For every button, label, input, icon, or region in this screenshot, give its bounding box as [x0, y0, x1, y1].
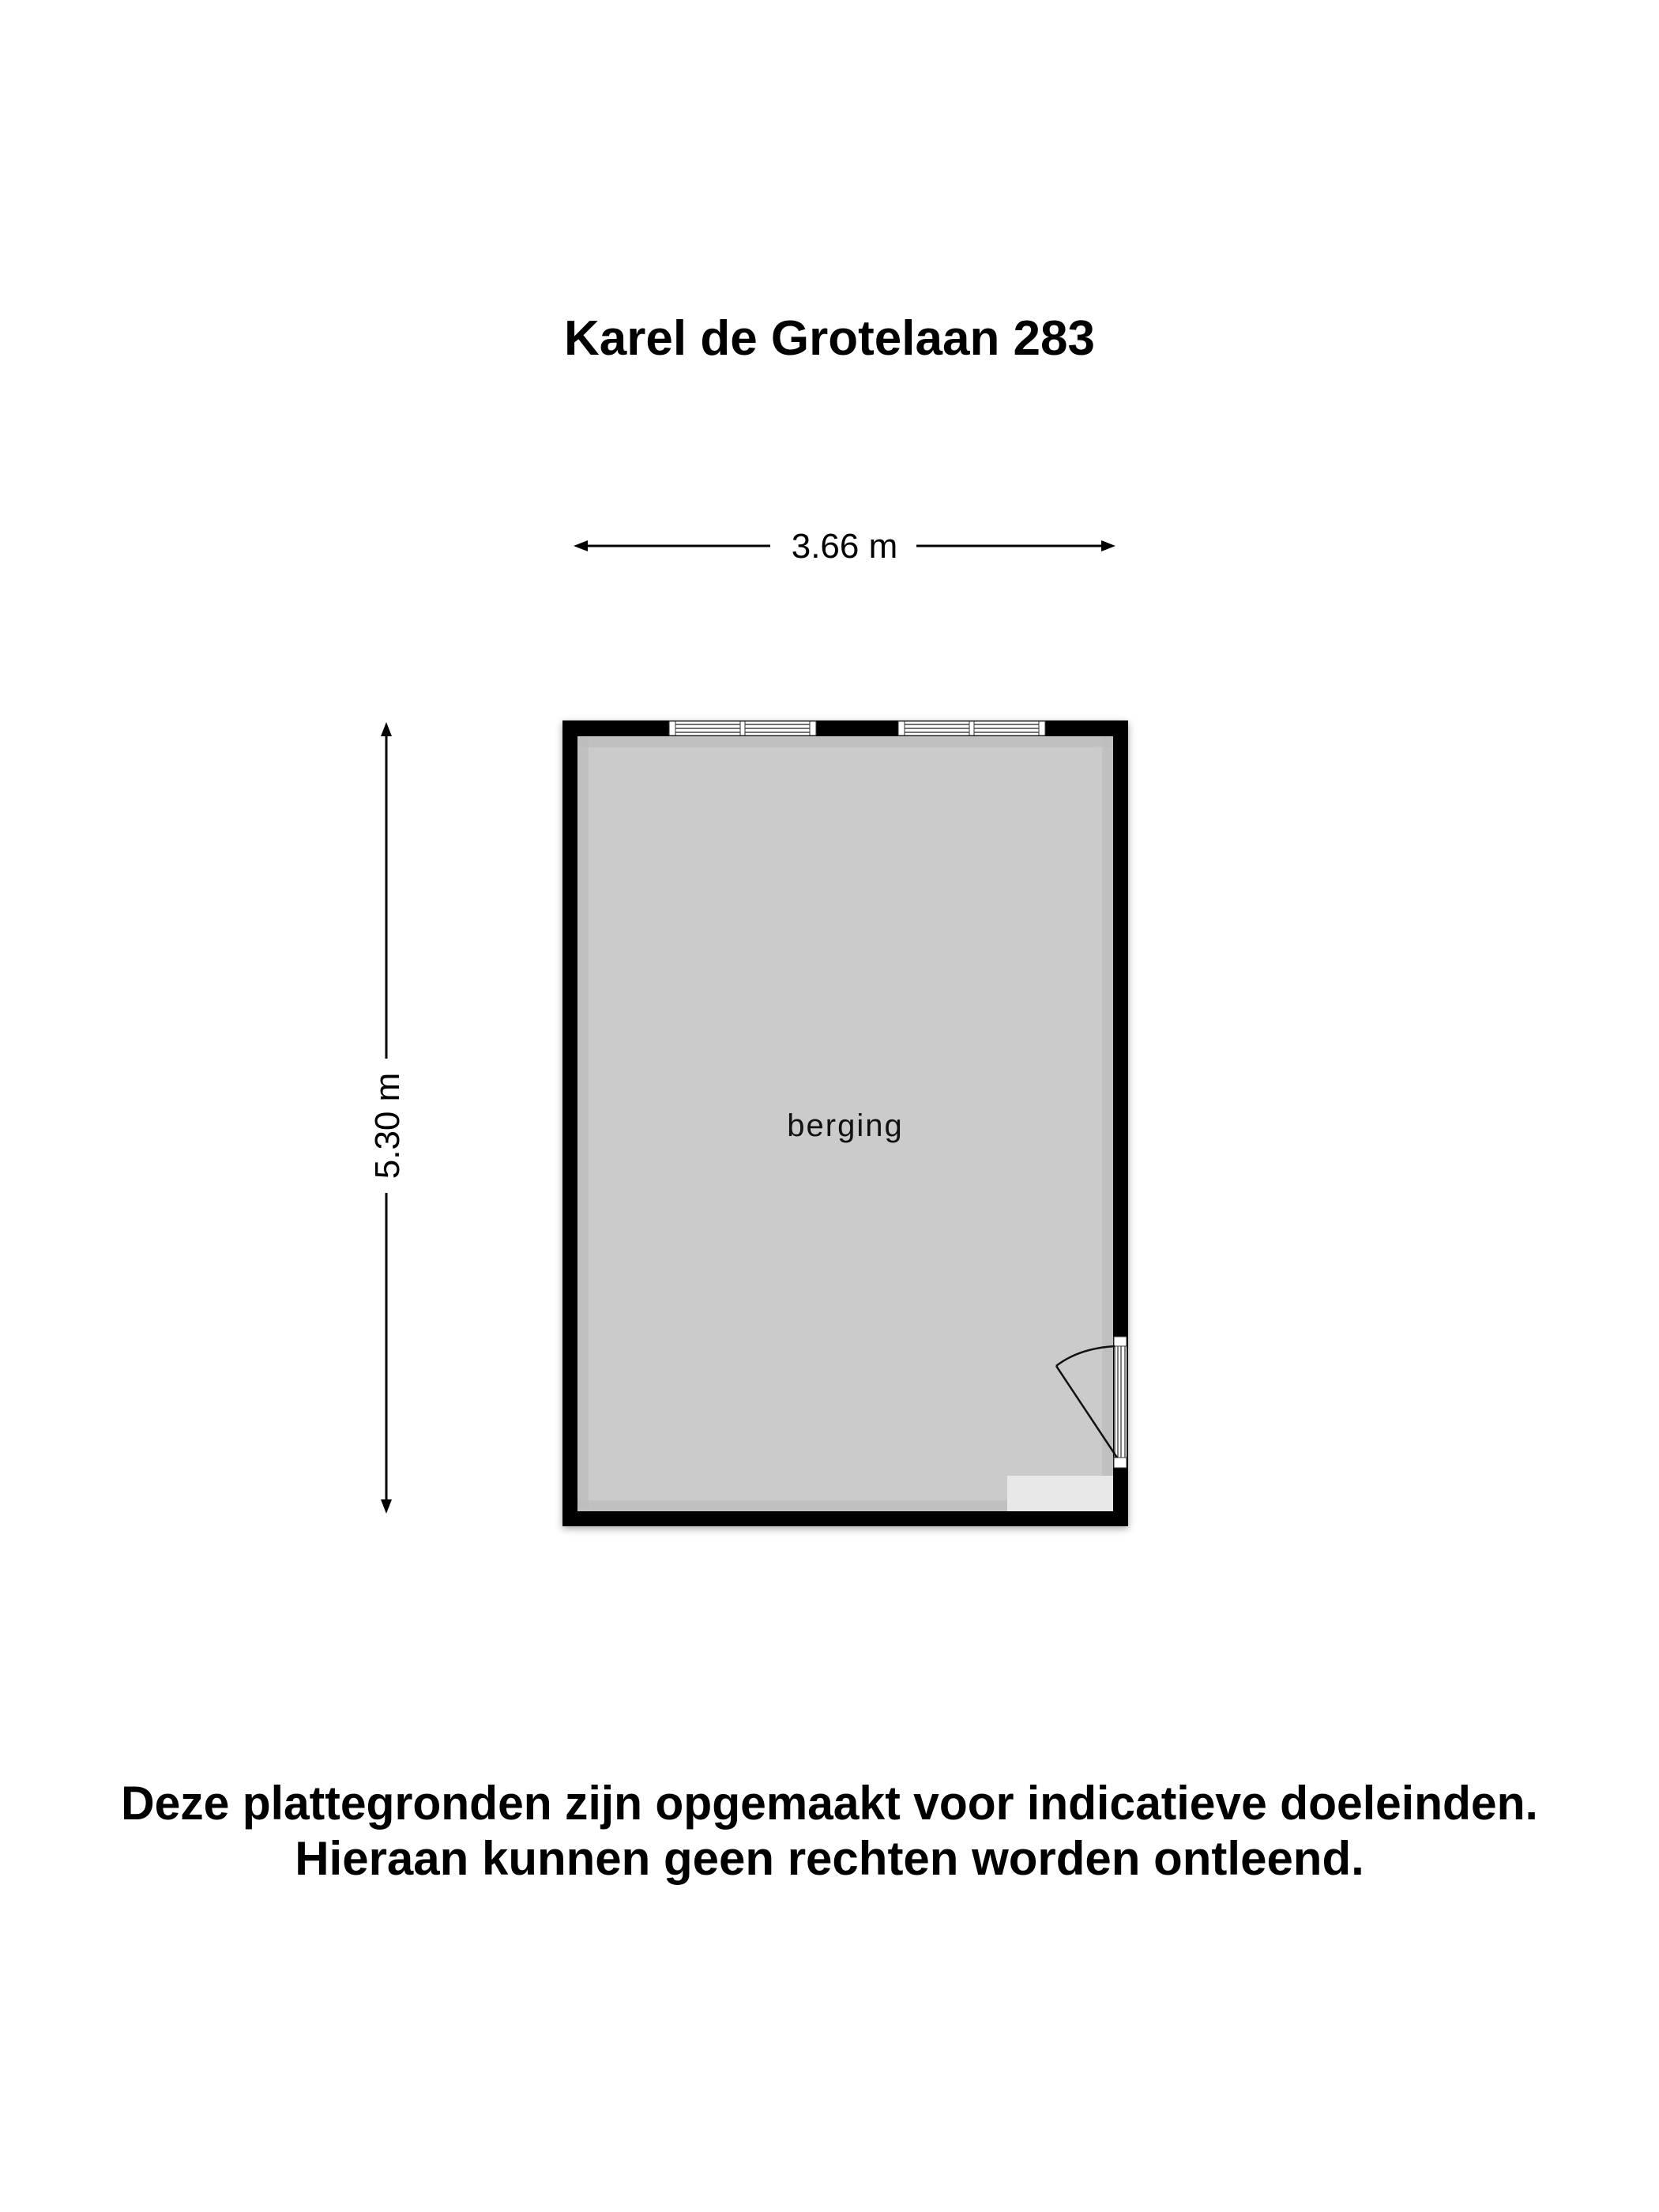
door-frame-bottom: [1114, 1458, 1127, 1468]
door-frame-top: [1114, 1337, 1127, 1346]
height-dimension: [368, 722, 407, 1514]
arrow-left-icon: [574, 540, 588, 551]
arrow-right-icon: [1101, 540, 1115, 551]
window-2: [898, 721, 1045, 735]
arrow-up-icon: [381, 722, 392, 736]
disclaimer: [0, 1776, 1659, 1887]
arrow-down-icon: [381, 1499, 392, 1514]
disclaimer-line-1: Deze plattegronden zijn opgemaakt voor indicatieve doeleinden.: [121, 1777, 1538, 1830]
disclaimer-line-2: Hieraan kunnen geen rechten worden ontleend.: [295, 1832, 1364, 1885]
width-label: 3.66 m: [791, 527, 898, 566]
room-label: berging: [787, 1108, 904, 1143]
height-label: 5.30 m: [368, 1072, 407, 1179]
threshold-strip: [1007, 1476, 1113, 1511]
window-1: [669, 721, 816, 735]
width-dimension: [574, 527, 1115, 566]
page-title: Karel de Grotelaan 283: [564, 311, 1095, 366]
